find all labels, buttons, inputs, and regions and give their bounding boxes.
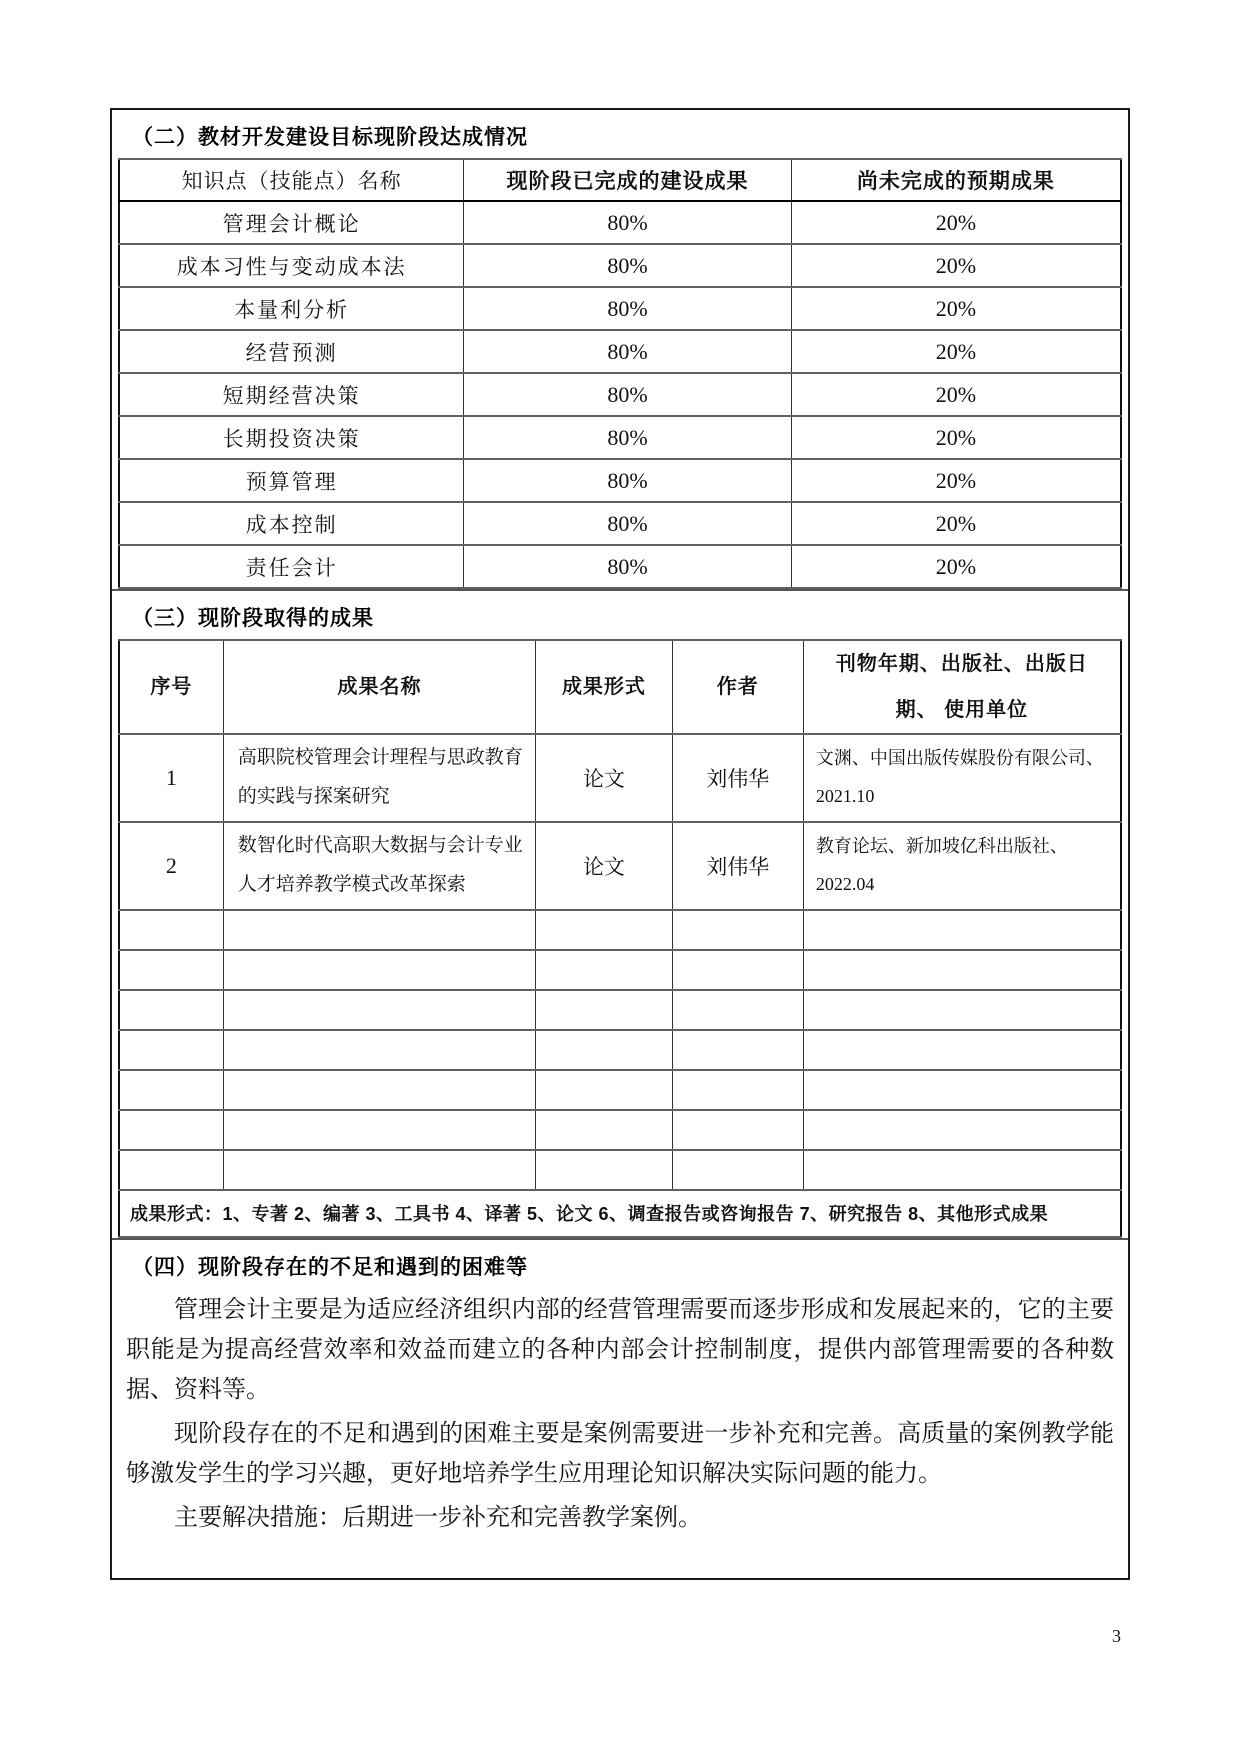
- knowledge-point-name: 预算管理: [119, 459, 464, 502]
- remaining-percent: 20%: [791, 201, 1121, 244]
- remaining-percent: 20%: [791, 330, 1121, 373]
- knowledge-point-name: 责任会计: [119, 545, 464, 588]
- empty-cell: [536, 1110, 672, 1150]
- empty-cell: [672, 1070, 803, 1110]
- empty-cell: [803, 1150, 1121, 1190]
- knowledge-point-name: 成本习性与变动成本法: [119, 244, 464, 287]
- empty-cell: [223, 1030, 536, 1070]
- col-header-completed: 现阶段已完成的建设成果: [464, 159, 792, 201]
- knowledge-point-row: [119, 330, 1121, 373]
- col-header-knowledge-point: 知识点（技能点）名称: [119, 159, 464, 201]
- empty-cell: [119, 990, 223, 1030]
- achievement-row: [119, 734, 1121, 822]
- knowledge-point-row: [119, 373, 1121, 416]
- empty-cell: [803, 990, 1121, 1030]
- knowledge-point-name: 成本控制: [119, 502, 464, 545]
- remaining-percent: 20%: [791, 459, 1121, 502]
- remaining-percent: 20%: [791, 244, 1121, 287]
- empty-cell: [803, 1070, 1121, 1110]
- section-4-paragraph-3: 主要解决措施：后期进一步补充和完善教学案例。: [174, 1504, 702, 1531]
- section-4-title: （四）现阶段存在的不足和遇到的困难等: [132, 1255, 528, 1279]
- knowledge-point-name: 长期投资决策: [119, 416, 464, 459]
- knowledge-points-header-row: [119, 159, 1121, 201]
- remaining-percent: 20%: [791, 373, 1121, 416]
- remaining-percent: 20%: [791, 416, 1121, 459]
- achievement-author: 刘伟华: [672, 822, 803, 910]
- knowledge-point-row: [119, 244, 1121, 287]
- empty-cell: [672, 1030, 803, 1070]
- empty-cell: [803, 910, 1121, 950]
- col-header-author: 作者: [672, 640, 803, 734]
- remaining-percent: 20%: [791, 545, 1121, 588]
- empty-cell: [536, 1070, 672, 1110]
- empty-cell: [672, 1110, 803, 1150]
- achievement-empty-row: [119, 910, 1121, 950]
- section-3-title: （三）现阶段取得的成果: [132, 607, 374, 630]
- empty-cell: [119, 1110, 223, 1150]
- achievement-empty-row: [119, 1070, 1121, 1110]
- achievement-empty-row: [119, 990, 1121, 1030]
- empty-cell: [223, 950, 536, 990]
- page-number: 3: [1112, 1626, 1121, 1646]
- remaining-percent: 20%: [791, 502, 1121, 545]
- achievement-index: 1: [119, 734, 223, 822]
- knowledge-point-name: 管理会计概论: [119, 201, 464, 244]
- empty-cell: [536, 990, 672, 1030]
- empty-cell: [803, 1110, 1121, 1150]
- knowledge-point-row: [119, 545, 1121, 588]
- achievement-author: 刘伟华: [672, 734, 803, 822]
- empty-cell: [223, 1070, 536, 1110]
- empty-cell: [119, 950, 223, 990]
- achievement-row: [119, 822, 1121, 910]
- achievements-table: [118, 639, 1122, 1238]
- section-4: [118, 1240, 1122, 1538]
- section-4-paragraph-2: 现阶段存在的不足和遇到的困难主要是案例需要进一步补充和完善。高质量的案例教学能够激发学生的学习兴趣，更好地培养学生应用理论知识解决实际问题的能力。: [126, 1420, 1114, 1487]
- empty-cell: [672, 990, 803, 1030]
- empty-cell: [223, 1150, 536, 1190]
- achievement-publication: 文渊、中国出版传媒股份有限公司、2021.10: [803, 734, 1121, 822]
- completed-percent: 80%: [464, 545, 792, 588]
- achievement-form: 论文: [536, 822, 672, 910]
- empty-cell: [536, 950, 672, 990]
- knowledge-points-table: [118, 158, 1122, 589]
- empty-cell: [119, 1070, 223, 1110]
- empty-cell: [223, 990, 536, 1030]
- knowledge-point-row: [119, 416, 1121, 459]
- col-header-remaining: 尚未完成的预期成果: [791, 159, 1121, 201]
- completed-percent: 80%: [464, 373, 792, 416]
- empty-cell: [223, 1110, 536, 1150]
- completed-percent: 80%: [464, 330, 792, 373]
- knowledge-point-row: [119, 287, 1121, 330]
- achievements-header-row: [119, 640, 1121, 734]
- achievement-form: 论文: [536, 734, 672, 822]
- section-3: [112, 591, 1128, 1240]
- knowledge-point-row: [119, 502, 1121, 545]
- achievement-empty-row: [119, 1150, 1121, 1190]
- completed-percent: 80%: [464, 244, 792, 287]
- section-2-title: （二）教材开发建设目标现阶段达成情况: [132, 126, 528, 149]
- col-header-index: 序号: [119, 640, 223, 734]
- knowledge-point-name: 本量利分析: [119, 287, 464, 330]
- achievement-index: 2: [119, 822, 223, 910]
- col-header-achievement-form: 成果形式: [536, 640, 672, 734]
- section-4-paragraph-1: 管理会计主要是为适应经济组织内部的经营管理需要而逐步形成和发展起来的，它的主要职能是为提高经营效率和效益而建立的各种内部会计控制制度，提供内部管理需要的各种数据、资料等。: [126, 1296, 1114, 1403]
- remaining-percent: 20%: [791, 287, 1121, 330]
- empty-cell: [536, 1150, 672, 1190]
- empty-cell: [672, 1150, 803, 1190]
- achievement-form-legend: 成果形式：1、专著 2、编著 3、工具书 4、译著 5、论文 6、调查报告或咨询报告 7、研究报告 8、其他形式成果: [119, 1190, 1121, 1237]
- knowledge-point-row: [119, 459, 1121, 502]
- completed-percent: 80%: [464, 201, 792, 244]
- achievement-empty-row: [119, 950, 1121, 990]
- empty-cell: [672, 910, 803, 950]
- section-4-body: [118, 1288, 1122, 1538]
- empty-cell: [803, 1030, 1121, 1070]
- completed-percent: 80%: [464, 502, 792, 545]
- col-header-publication: 刊物年期、出版社、出版日期、 使用单位: [803, 640, 1121, 734]
- empty-cell: [803, 950, 1121, 990]
- knowledge-point-name: 短期经营决策: [119, 373, 464, 416]
- achievement-empty-row: [119, 1110, 1121, 1150]
- achievement-name: 数智化时代高职大数据与会计专业人才培养教学模式改革探索: [223, 822, 536, 910]
- achievement-publication: 教育论坛、新加坡亿科出版社、2022.04: [803, 822, 1121, 910]
- achievement-empty-row: [119, 1030, 1121, 1070]
- knowledge-point-name: 经营预测: [119, 330, 464, 373]
- empty-cell: [223, 910, 536, 950]
- achievement-form-legend-row: [119, 1190, 1121, 1237]
- achievement-name: 高职院校管理会计理程与思政教育的实践与探案研究: [223, 734, 536, 822]
- knowledge-point-row: [119, 201, 1121, 244]
- form-outer-box: [110, 108, 1130, 1580]
- completed-percent: 80%: [464, 287, 792, 330]
- section-2: [112, 110, 1128, 591]
- empty-cell: [119, 1030, 223, 1070]
- completed-percent: 80%: [464, 459, 792, 502]
- completed-percent: 80%: [464, 416, 792, 459]
- empty-cell: [672, 950, 803, 990]
- empty-cell: [536, 910, 672, 950]
- col-header-achievement-name: 成果名称: [223, 640, 536, 734]
- empty-cell: [119, 910, 223, 950]
- empty-cell: [119, 1150, 223, 1190]
- empty-cell: [536, 1030, 672, 1070]
